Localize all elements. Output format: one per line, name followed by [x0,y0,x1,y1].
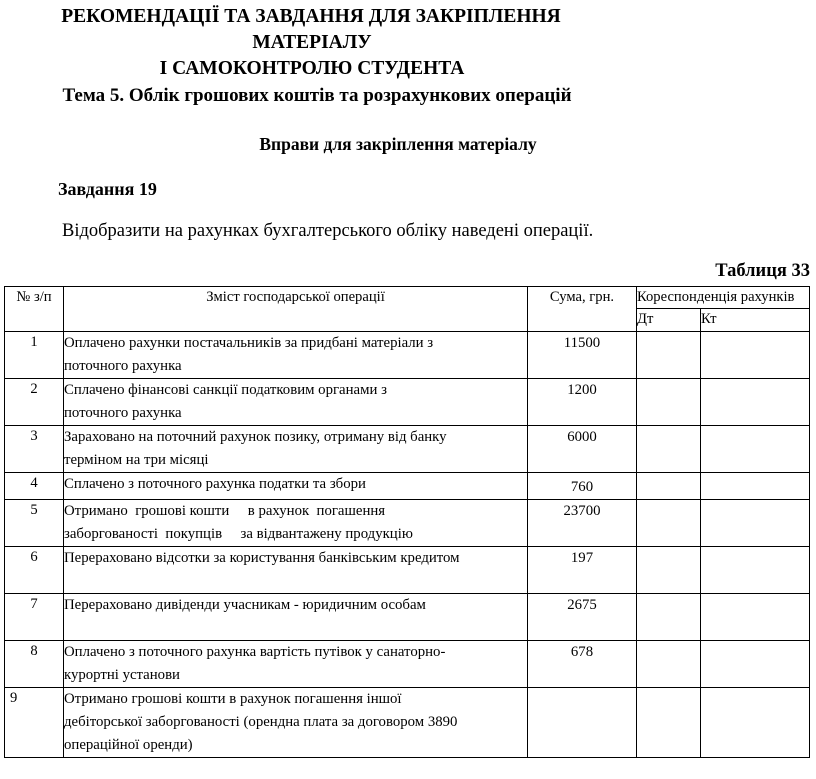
description-line: терміном на три місяці [64,452,209,468]
row-description [64,473,528,500]
row-credit[interactable] [701,426,810,473]
description-line: Оплачено з поточного рахунка вартість путівок у санаторно- [64,644,446,660]
operations-table-wrapper [0,286,816,758]
row-credit[interactable] [701,379,810,426]
table-body [5,332,810,758]
description-line: заборгованості покупців за відвантажену продукцію [64,526,413,542]
table-row [5,641,810,688]
row-debit[interactable] [637,641,701,688]
row-number: 6 [5,547,64,594]
row-credit[interactable] [701,332,810,379]
row-description [64,641,528,688]
heading-line-1: РЕКОМЕНДАЦІЇ ТА ЗАВДАННЯ ДЛЯ ЗАКРІПЛЕННЯ [61,6,561,27]
description-line: поточного рахунка [64,358,182,374]
row-credit[interactable] [701,473,810,500]
row-sum: 6000 [528,426,637,473]
row-number: 8 [5,641,64,688]
table-head [5,287,810,332]
row-sum: 197 [528,547,637,594]
row-number: 9 [5,688,64,758]
row-debit[interactable] [637,473,701,500]
row-debit[interactable] [637,332,701,379]
document-heading [0,0,620,109]
row-debit[interactable] [637,547,701,594]
row-debit[interactable] [637,426,701,473]
description-line [64,570,527,593]
table-row [5,332,810,379]
row-debit[interactable] [637,500,701,547]
header-credit: Кт [701,309,810,332]
table-row [5,426,810,473]
row-description [64,500,528,547]
description-line: Перераховано відсотки за користування банківським кредитом [64,550,460,566]
row-sum [528,688,637,758]
row-description [64,547,528,594]
description-line: дебіторської заборгованості (орендна плата за договором 3890 [64,714,458,730]
row-sum: 2675 [528,594,637,641]
header-sum: Сума, грн. [528,287,637,332]
description-line: Отримано грошові кошти в рахунок погашення іншої [64,691,402,707]
row-credit[interactable] [701,547,810,594]
row-debit[interactable] [637,594,701,641]
description-line: Сплачено з поточного рахунка податки та збори [64,476,366,492]
description-line: Перераховано дивіденди учасникам - юридичним особам [64,597,426,613]
row-sum: 11500 [528,332,637,379]
topic-title: Тема 5. Облік грошових коштів та розрахункових операцій [62,85,572,106]
row-description [64,688,528,758]
row-credit[interactable] [701,688,810,758]
task-description: Відобразити на рахунках бухгалтерського обліку наведені операції. [62,221,594,241]
table-row [5,688,810,758]
heading-line-2: МАТЕРІАЛУ [252,32,372,53]
row-number: 7 [5,594,64,641]
row-number: 4 [5,473,64,500]
table-row [5,379,810,426]
description-line: Отримано грошові кошти в рахунок погашення [64,503,386,519]
table-row [5,500,810,547]
section-subheading: Вправи для закріплення матеріалу [259,134,537,154]
row-credit[interactable] [701,500,810,547]
row-sum: 760 [528,473,637,500]
header-description: Зміст господарської операції [64,287,528,332]
description-line: Оплачено рахунки постачальників за придбані матеріали з [64,335,434,351]
table-row [5,594,810,641]
row-credit[interactable] [701,594,810,641]
description-line: операційної оренди) [64,737,193,753]
header-correspondence: Кореспонденція рахунків [637,287,810,309]
description-line: поточного рахунка [64,405,182,421]
operations-table [4,286,810,758]
row-sum: 678 [528,641,637,688]
row-description [64,379,528,426]
description-line: курортні установи [64,667,180,683]
row-sum: 1200 [528,379,637,426]
row-description [64,332,528,379]
description-line: Сплачено фінансові санкції податковим органами з [64,382,387,398]
row-number: 3 [5,426,64,473]
description-line [64,617,527,640]
header-number: № з/п [5,287,64,332]
row-number: 5 [5,500,64,547]
table-row [5,473,810,500]
row-description [64,426,528,473]
task-label: Завдання 19 [58,179,157,199]
table-caption: Таблиця 33 [715,261,810,281]
row-number: 1 [5,332,64,379]
description-line: Зараховано на поточний рахунок позику, отриману від банку [64,429,447,445]
row-credit[interactable] [701,641,810,688]
table-row [5,547,810,594]
row-number: 2 [5,379,64,426]
row-sum: 23700 [528,500,637,547]
row-debit[interactable] [637,688,701,758]
heading-line-3: І САМОКОНТРОЛЮ СТУДЕНТА [159,58,465,79]
header-debit: Дт [637,309,701,332]
table-header-row-1 [5,287,810,309]
row-description [64,594,528,641]
row-debit[interactable] [637,379,701,426]
